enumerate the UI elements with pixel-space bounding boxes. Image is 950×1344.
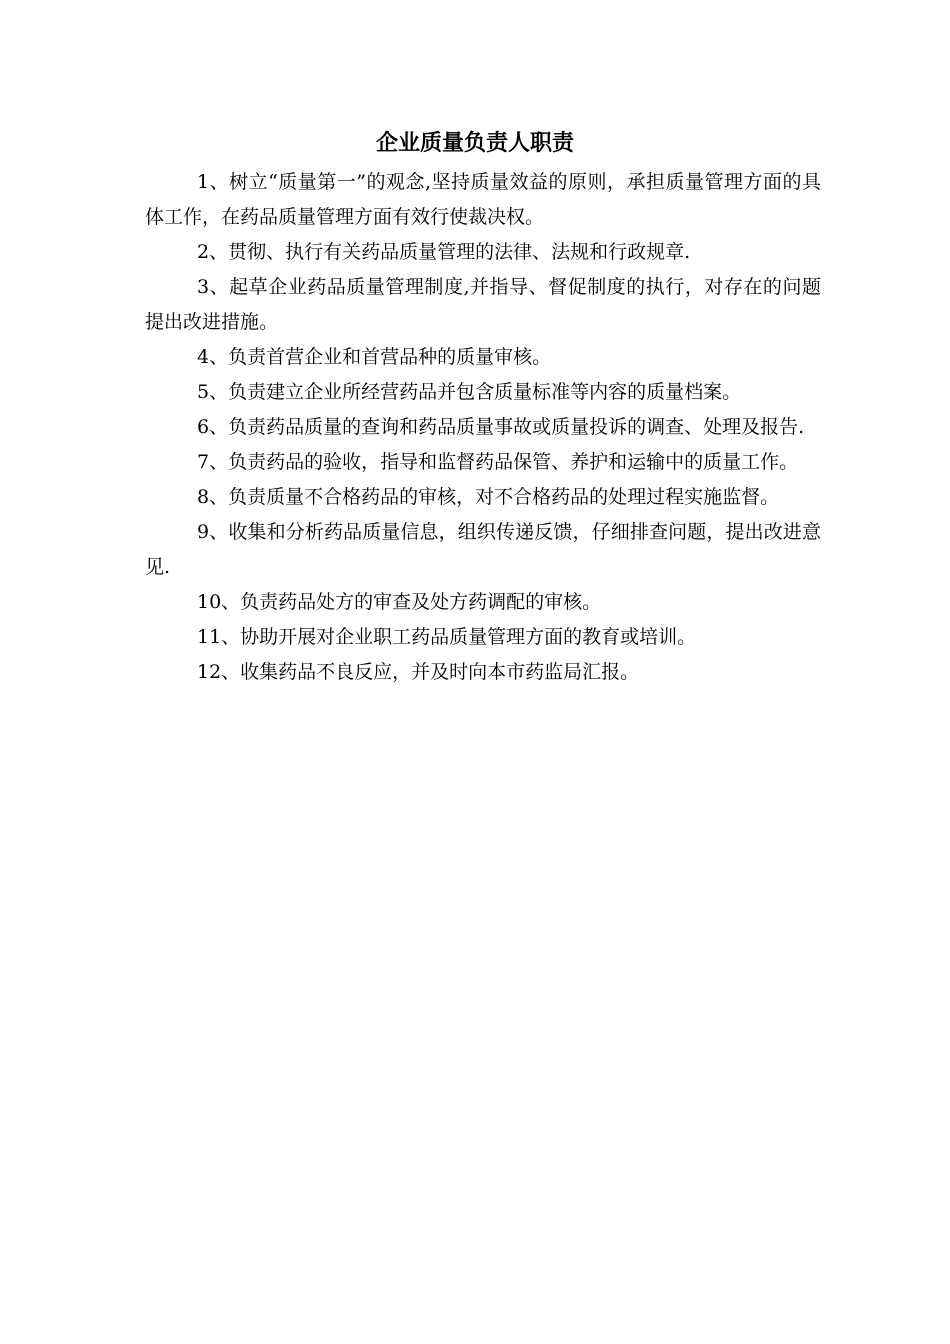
duty-item-11: 11、协助开展对企业职工药品质量管理方面的教育或培训。	[197, 626, 697, 648]
duty-item-4: 4、负责首营企业和首营品种的质量审核。	[197, 346, 552, 368]
duty-item-3: 3、起草企业药品质量管理制度,并指导、督促制度的执行，对存在的问题提出改进措施。	[145, 276, 821, 333]
duty-item-5: 5、负责建立企业所经营药品并包含质量标准等内容的质量档案。	[197, 381, 742, 403]
duty-item-7: 7、负责药品的验收，指导和监督药品保管、养护和运输中的质量工作。	[197, 451, 799, 473]
duty-item-2: 2、贯彻、执行有关药品质量管理的法律、法规和行政规章.	[197, 241, 691, 263]
duty-item-10: 10、负责药品处方的审查及处方药调配的审核。	[197, 591, 602, 613]
document-title: 企业质量负责人职责	[375, 131, 574, 156]
document-body	[145, 165, 821, 690]
duty-item-1: 1、树立“质量第一”的观念,坚持质量效益的原则，承担质量管理方面的具体工作，在药品质量管理方面有效行使裁决权。	[145, 171, 821, 228]
duty-item-9: 9、收集和分析药品质量信息，组织传递反馈，仔细排查问题，提出改进意见.	[145, 521, 821, 578]
duty-item-6: 6、负责药品质量的查询和药品质量事故或质量投诉的调查、处理及报告.	[197, 416, 805, 438]
duty-item-12: 12、收集药品不良反应，并及时向本市药监局汇报。	[197, 661, 640, 683]
duty-item-8: 8、负责质量不合格药品的审核，对不合格药品的处理过程实施监督。	[197, 486, 780, 508]
